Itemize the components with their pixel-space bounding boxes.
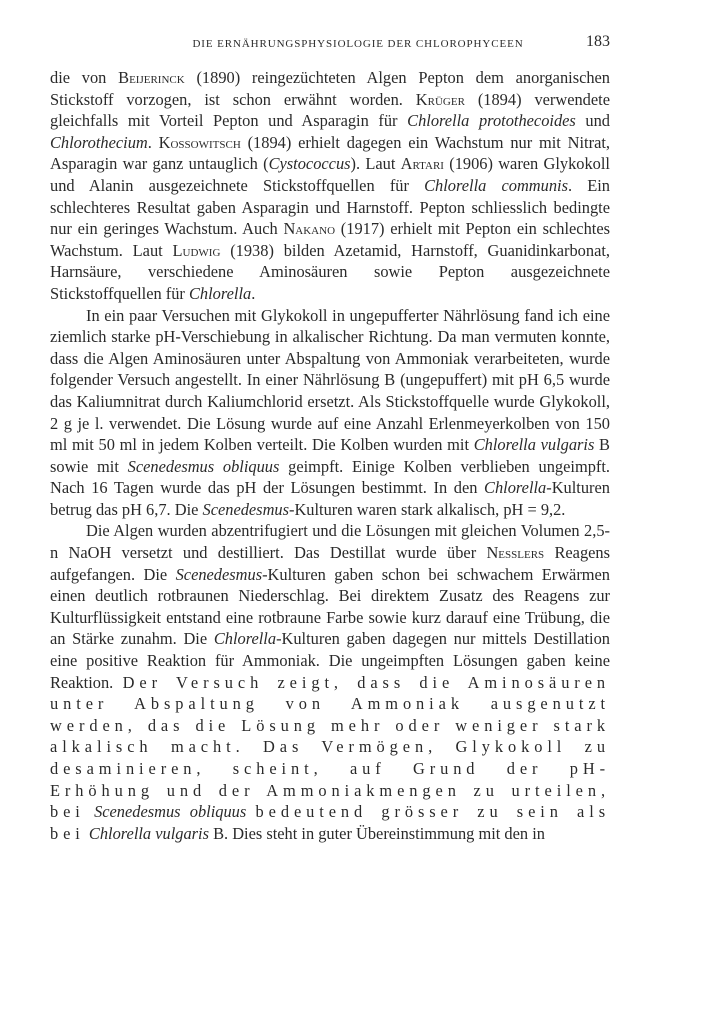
text-run: (1917) erhielt mit Pepton ein schlechtes Wachstum. Laut [50,219,610,260]
author-name: Artari [400,154,444,174]
text-run: (1938) bilden Azetamid, Harnstoff, Guanidinkarbonat, Harnsäure, verschiedene Aminosäuren sowie Pepton ausgezeichnete Stickstoffquellen für [50,240,611,303]
text-run: und [575,111,610,131]
running-header-title: DIE ERNÄHRUNGSPHYSIOLOGIE DER CHLOROPHYCEEN [192,38,524,50]
text-run: (1890) reingezüchteten Algen Pepton dem anorganischen Stickstoff vorzogen, ist schon erwähnt worden. [50,68,611,109]
italic-term: Chlorella vulgaris [473,435,595,455]
text-run: ). Laut [350,154,401,174]
text-run: -Kulturen gaben dagegen nur mittels Destillation eine positive Reaktion für Ammoniak. Die ungeimpften Lösungen gaben keine Reaktion. [50,629,610,692]
paragraph-1 [50,67,610,305]
text-run: geimpft. Einige Kolben verblieben ungeimpft. Nach 16 Tagen wurde das pH der Lösungen bestimmt. In den [50,456,610,498]
italic-term: Scenedesmus [175,564,263,584]
italic-term: Chlorella [484,478,547,498]
author-name: Ludwig [172,240,221,260]
italic-term: Chlorella vulgaris [88,823,209,843]
text-run: In ein paar Versuchen mit Glykokoll in ungepufferter Nährlösung fand ich eine ziemlich starke pH-Verschiebung in alkalischer Richtung. Da man vermuten konnte, dass die Algen Aminosäuren unter Abspaltung von Ammoniak verarbeiteten, wurde folgender Versuch angestellt. In einer Nährlösung B (ungepuffert) mit pH 6,5 wurde das Kaliumnitrat durch Kaliumchlorid ersetzt. Als Stickstoffquelle wurde Glykokoll, 2 g je l. verwendet. Die Lösung wurde auf eine Anzahl Erlenmeyerkolben von 150 ml mit 50 ml in jedem Kolben verteilt. Die Kolben wurden mit [50,305,610,455]
italic-term: Scenedesmus obliquus [127,456,280,476]
text-run: Reagens aufgefangen. Die [50,543,610,584]
text-run: die von [50,68,119,87]
text-run: Die Algen wurden abzentrifugiert und die Lösungen mit gleichen Volumen 2,5-n NaOH versetzt und destilliert. Das Destillat wurde über [50,521,610,563]
text-run: (1894) verwendete gleichfalls mit Vorteil Pepton und Asparagin für [50,89,610,131]
body-text [50,67,610,844]
author-name: Nakano [283,219,336,239]
text-run: -Kulturen waren stark alkalisch, pH = 9,2. [288,499,566,519]
text-run: . [251,283,256,303]
italic-term: Scenedesmus obliquus [94,802,247,822]
italic-term: Chlorella [213,629,277,649]
text-run: -Kulturen gaben schon bei schwachem Erwärmen einen deutlich rotbraunen Niederschlag. Bei direktem Zusatz des Reagens zur Kulturflüssigkeit entstand eine rotbraune Farbe sowie kurz darauf eine Trübung, die an Stärke zunahm. Die [50,564,610,649]
italic-term: Chlorella [189,283,252,303]
page-number: 183 [586,33,610,50]
italic-term: Chlorella protothecoides [407,111,576,131]
spaced-emphasis: Der Versuch zeigt, dass die Aminosäuren unter Abspaltung von Ammoniak ausgenutzt werden, das die Lösung mehr oder weniger stark alkalisch macht. Das Vermögen, Glykokoll zu desaminieren, scheint, auf Grund der pH-Erhöhung und der Ammoniakmengen zu urteilen, bei [50,672,610,822]
spaced-emphasis: bedeutend grösser zu sein als bei [50,802,610,843]
italic-term: Cystococcus [268,154,351,174]
italic-term: Scenedesmus [202,499,289,519]
paragraph-3 [50,520,610,844]
text-run: B sowie mit [50,435,610,476]
author-name: Beijerinck [118,68,185,87]
text-run [85,802,94,821]
text-run: -Kulturen betrug das pH 6,7. Die [50,478,610,519]
text-run [246,802,255,821]
italic-term: Chlorella communis [424,175,568,195]
text-run: . Ein schlechteres Resultat gaben Asparagin und Harnstoff. Pepton schliesslich bedingte nur ein geringes Wachstum. Auch [50,175,610,239]
paragraph-2 [50,305,610,521]
author-name: Nesslers [486,543,545,563]
text-run: . [147,132,159,152]
text-run: (1894) erhielt dagegen ein Wachstum nur mit Nitrat, Asparagin war ganz untauglich ( [50,132,610,174]
text-run: B. Dies steht in guter Übereinstimmung mit den in [208,823,545,843]
text-run: (1906) waren Glykokoll und Alanin ausgezeichnete Stickstoffquellen für [50,154,610,195]
author-name: Kossowitsch [158,132,241,152]
author-name: Krüger [415,89,465,109]
italic-term: Chlorothecium [50,132,148,152]
